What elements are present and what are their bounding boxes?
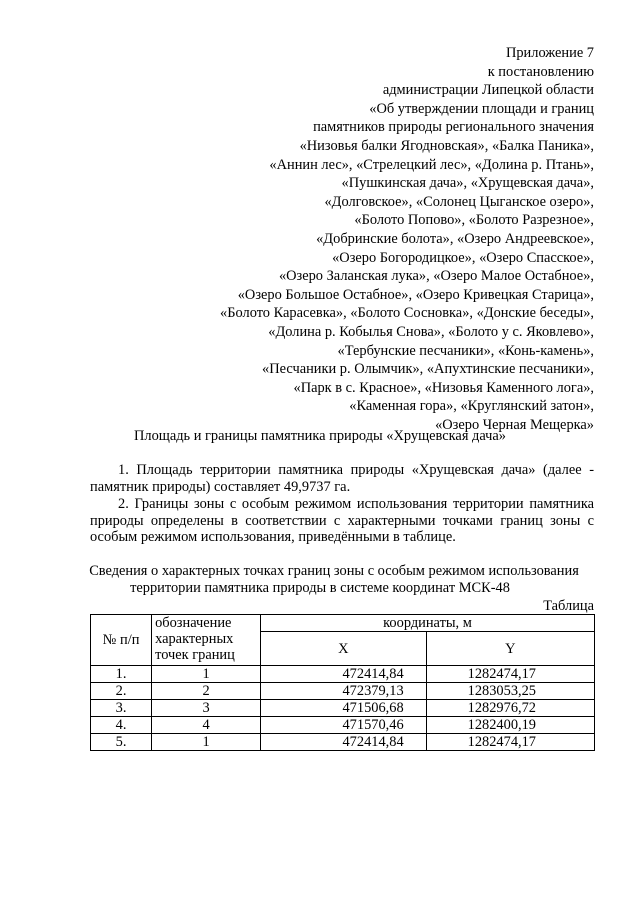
table-row bbox=[91, 683, 595, 700]
appendix-line: «Озеро Богородицкое», «Озеро Спасское», bbox=[332, 249, 594, 266]
table-caption bbox=[0, 563, 640, 596]
cell-y: 1282400,19 bbox=[426, 717, 594, 734]
appendix-line: к постановлению bbox=[487, 63, 594, 80]
header-coordinates: координаты, м bbox=[261, 615, 595, 632]
appendix-line: «Озеро Большое Остабное», «Озеро Кривецкая Старица», bbox=[237, 286, 594, 303]
appendix-line: «Болото Карасевка», «Болото Сосновка», «Донские беседы», bbox=[220, 305, 594, 322]
document-title: Площадь и границы памятника природы «Хрущевская дача» bbox=[134, 428, 506, 444]
caption-line-2: территории памятника природы в системе координат МСК-48 bbox=[130, 579, 510, 596]
appendix-line: «Озеро Заланская лука», «Озеро Малое Остабное», bbox=[278, 268, 594, 285]
cell-point: 3 bbox=[152, 700, 261, 717]
table-row bbox=[91, 700, 595, 717]
cell-num: 5. bbox=[91, 734, 152, 751]
paragraph-area: 1. Площадь территории памятника природы «Хрущевская дача» (далее - памятник природы) составляет 49,9737 га. bbox=[90, 462, 594, 495]
appendix-line: «Низовья балки Ягодновская», «Балка Паника», bbox=[299, 137, 594, 154]
cell-num: 4. bbox=[91, 717, 152, 734]
appendix-line: «Озеро Черная Мещерка» bbox=[435, 416, 594, 433]
cell-x: 472414,84 bbox=[261, 734, 427, 751]
appendix-line: «Аннин лес», «Стрелецкий лес», «Долина р. Птань», bbox=[269, 156, 594, 173]
header-x: X bbox=[261, 632, 427, 666]
appendix-line: «Болото Попово», «Болото Разрезное», bbox=[354, 212, 594, 229]
caption-line-1: Сведения о характерных точках границ зоны с особым режимом использования bbox=[89, 563, 579, 579]
paragraph-boundaries: 2. Границы зоны с особым режимом использования территории памятника природы определены в соответствии с характерными точками границ зоны с особым режимом использования, приведёнными в таблице. bbox=[90, 496, 594, 546]
appendix-line: «Парк в с. Красное», «Низовья Каменного лога», bbox=[293, 379, 594, 396]
appendix-line: «Долговское», «Солонец Цыганское озеро», bbox=[324, 193, 594, 210]
cell-x: 471570,46 bbox=[261, 717, 427, 734]
table-row bbox=[91, 717, 595, 734]
cell-y: 1283053,25 bbox=[426, 683, 594, 700]
cell-num: 2. bbox=[91, 683, 152, 700]
header-designation: обозначение характерных точек границ bbox=[152, 615, 261, 666]
appendix-line: «Каменная гора», «Круглянский затон», bbox=[349, 398, 594, 415]
appendix-line: «Долина р. Кобылья Снова», «Болото у с. Яковлево», bbox=[268, 323, 594, 340]
cell-num: 1. bbox=[91, 666, 152, 683]
coordinates-table bbox=[90, 614, 595, 751]
table-row bbox=[91, 734, 595, 751]
table-label: Таблица bbox=[543, 598, 594, 614]
appendix-header bbox=[220, 44, 594, 434]
appendix-line: «Песчаники р. Олымчик», «Апухтинские песчаники», bbox=[262, 361, 594, 378]
cell-x: 472414,84 bbox=[261, 666, 427, 683]
cell-x: 471506,68 bbox=[261, 700, 427, 717]
appendix-line: «Добринские болота», «Озеро Андреевское», bbox=[316, 230, 594, 247]
header-num: № п/п bbox=[91, 615, 152, 666]
appendix-line: «Тербунские песчаники», «Конь-камень», bbox=[337, 342, 594, 359]
cell-num: 3. bbox=[91, 700, 152, 717]
appendix-line: администрации Липецкой области bbox=[382, 82, 594, 99]
cell-x: 472379,13 bbox=[261, 683, 427, 700]
cell-point: 2 bbox=[152, 683, 261, 700]
cell-point: 4 bbox=[152, 717, 261, 734]
appendix-line: памятников природы регионального значения bbox=[313, 119, 594, 136]
cell-y: 1282474,17 bbox=[426, 666, 594, 683]
cell-y: 1282976,72 bbox=[426, 700, 594, 717]
cell-point: 1 bbox=[152, 666, 261, 683]
header-y: Y bbox=[426, 632, 594, 666]
appendix-line: «Об утверждении площади и границ bbox=[369, 100, 594, 117]
appendix-line: «Пушкинская дача», «Хрущевская дача», bbox=[341, 175, 594, 192]
cell-y: 1282474,17 bbox=[426, 734, 594, 751]
table-row bbox=[91, 666, 595, 683]
cell-point: 1 bbox=[152, 734, 261, 751]
appendix-line: Приложение 7 bbox=[505, 45, 594, 61]
